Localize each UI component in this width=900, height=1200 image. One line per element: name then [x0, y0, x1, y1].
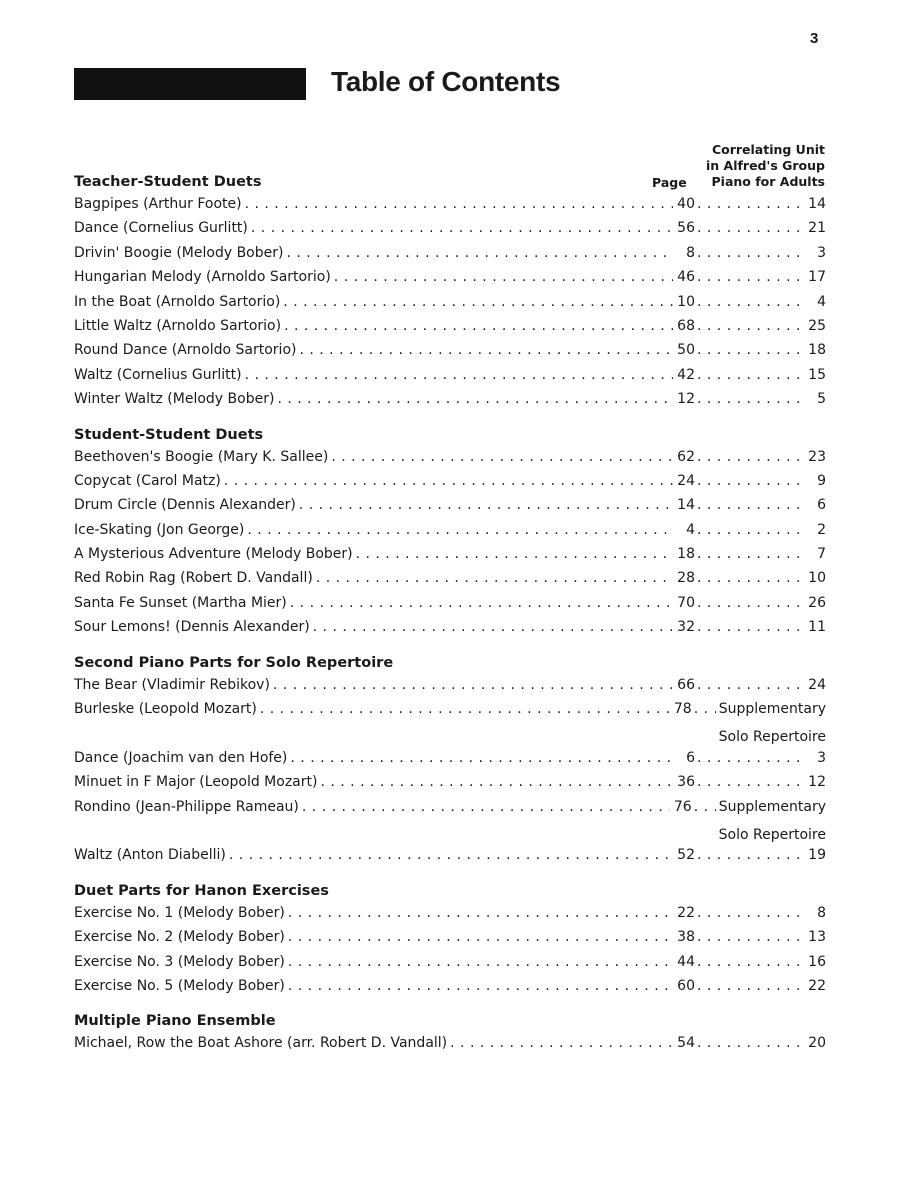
- entry-page-number: 46: [677, 269, 695, 286]
- dot-leader: [695, 318, 801, 334]
- dot-leader: [288, 978, 673, 994]
- section-title: Second Piano Parts for Solo Repertoire: [74, 654, 394, 671]
- section-title: Duet Parts for Hanon Exercises: [74, 882, 329, 899]
- dot-leader: [288, 929, 673, 945]
- entry-page-number: 70: [677, 594, 695, 611]
- entry-unit: 8: [817, 904, 826, 921]
- entry-title: Bagpipes (Arthur Foote): [74, 196, 242, 212]
- dot-leader: [695, 391, 801, 407]
- entry-page-number: 14: [677, 497, 695, 514]
- dot-leader: [695, 595, 801, 611]
- toc-section: [74, 653, 826, 872]
- entry-page-number: 68: [677, 317, 695, 334]
- dot-leader: [695, 905, 801, 921]
- dot-leader: [224, 473, 673, 489]
- dot-leader: [695, 570, 801, 586]
- entry-title: Drivin' Boogie (Melody Bober): [74, 244, 284, 261]
- title-decoration-bar: [74, 68, 306, 100]
- dot-leader: [290, 595, 673, 611]
- entry-title: Waltz (Anton Diabelli): [74, 847, 226, 864]
- entry-page-number: 6: [686, 749, 695, 766]
- entry-title: Hungarian Melody (Arnoldo Sartorio): [74, 269, 331, 286]
- entry-unit: 11: [808, 619, 826, 636]
- entry-title: Little Waltz (Arnoldo Sartorio): [74, 317, 282, 334]
- entry-unit: 26: [808, 594, 826, 611]
- dot-leader: [286, 245, 673, 261]
- entry-unit: Supplementary: [718, 701, 826, 718]
- entry-title: A Mysterious Adventure (Melody Bober): [74, 546, 353, 563]
- dot-leader: [229, 847, 673, 863]
- entry-page-number: 56: [677, 220, 695, 237]
- dot-leader: [695, 367, 801, 383]
- entry-title: Red Robin Rag (Robert D. Vandall): [74, 570, 313, 587]
- entry-page-number: 62: [677, 448, 695, 465]
- toc-entry: [74, 367, 826, 391]
- toc-entry: [74, 701, 826, 725]
- dot-leader: [334, 269, 673, 285]
- dot-leader: [302, 799, 670, 815]
- dot-leader: [356, 546, 673, 562]
- unit-header-line: Piano for Adults: [711, 174, 825, 189]
- dot-leader: [316, 570, 673, 586]
- entry-title: Waltz (Cornelius Gurlitt): [74, 366, 242, 383]
- entry-unit: 7: [817, 546, 826, 563]
- dot-leader: [695, 196, 801, 212]
- dot-leader: [277, 391, 673, 407]
- dot-leader: [695, 774, 801, 790]
- section-title: Student-Student Duets: [74, 426, 264, 443]
- entry-unit: 6: [817, 497, 826, 514]
- page-title: Table of Contents: [331, 66, 561, 97]
- unit-header-line: Correlating Unit: [711, 142, 825, 157]
- dot-leader: [331, 449, 673, 465]
- entry-unit: 2: [817, 521, 826, 538]
- dot-leader: [695, 750, 801, 766]
- entry-title: Santa Fe Sunset (Martha Mier): [74, 594, 287, 611]
- dot-leader: [692, 799, 716, 815]
- entry-page-number: 10: [677, 293, 695, 310]
- toc-entry: [74, 774, 826, 798]
- entry-title: Minuet in F Major (Leopold Mozart): [74, 774, 318, 791]
- dot-leader: [695, 954, 801, 970]
- toc-entry: [74, 905, 826, 929]
- entry-unit: 9: [817, 472, 826, 489]
- entry-unit: 22: [808, 977, 826, 994]
- toc-entry: [74, 196, 826, 220]
- dot-leader: [290, 750, 673, 766]
- dot-leader: [695, 497, 801, 513]
- toc-section: [74, 172, 826, 416]
- toc-entry: [74, 220, 826, 244]
- toc-entry: [74, 799, 826, 823]
- toc-entry: [74, 269, 826, 293]
- toc-entry: [74, 449, 826, 473]
- unit-header-line: in Alfred's Group: [705, 158, 825, 173]
- entry-page-number: 50: [677, 342, 695, 359]
- entry-title: Rondino (Jean-Philippe Rameau): [74, 798, 299, 815]
- entry-title: Winter Waltz (Melody Bober): [74, 391, 275, 408]
- entry-page-number: 4: [686, 521, 695, 538]
- dot-leader: [320, 774, 673, 790]
- dot-leader: [695, 619, 801, 635]
- dot-leader: [299, 497, 673, 513]
- page-number: 3: [810, 30, 819, 47]
- dot-leader: [284, 318, 673, 334]
- entry-unit: 19: [808, 847, 826, 864]
- section-title: Teacher-Student Duets: [74, 174, 262, 190]
- toc-entry: [74, 342, 826, 366]
- toc-entry: [74, 294, 826, 318]
- entry-unit: 12: [808, 774, 826, 791]
- entry-title: Exercise No. 1 (Melody Bober): [74, 904, 285, 921]
- entry-unit: Supplementary: [718, 798, 826, 815]
- dot-leader: [695, 245, 801, 261]
- dot-leader: [695, 1035, 801, 1051]
- dot-leader: [695, 342, 801, 358]
- toc-entry: [74, 1035, 826, 1059]
- dot-leader: [695, 522, 801, 538]
- entry-unit: 13: [808, 929, 826, 946]
- entry-title: Copycat (Carol Matz): [74, 472, 221, 489]
- entry-page-number: 78: [673, 701, 692, 718]
- entry-page-number: 76: [673, 798, 692, 815]
- toc-entry: [74, 497, 826, 521]
- entry-title: Round Dance (Arnoldo Sartorio): [74, 342, 297, 359]
- dot-leader: [288, 905, 673, 921]
- toc-entry: [74, 473, 826, 497]
- entry-page-number: 22: [677, 904, 695, 921]
- toc-section: [74, 425, 826, 644]
- entry-title: In the Boat (Arnoldo Sartorio): [74, 293, 281, 310]
- dot-leader: [450, 1035, 673, 1051]
- entry-title: Exercise No. 5 (Melody Bober): [74, 977, 285, 994]
- toc-entry: [74, 619, 826, 643]
- entry-page-number: 52: [677, 847, 695, 864]
- entry-unit-continuation: Solo Repertoire: [718, 826, 826, 843]
- dot-leader: [245, 196, 673, 212]
- entry-unit: 21: [808, 220, 826, 237]
- entry-page-number: 66: [677, 676, 695, 693]
- toc-entry: [74, 318, 826, 342]
- dot-leader: [695, 269, 801, 285]
- entry-page-number: 36: [677, 774, 695, 791]
- entry-page-number: 38: [677, 929, 695, 946]
- entry-title: Burleske (Leopold Mozart): [74, 701, 257, 718]
- entry-page-number: 60: [677, 977, 695, 994]
- entry-unit: 17: [808, 269, 826, 286]
- toc-section: [74, 1011, 826, 1059]
- entry-unit: 23: [808, 448, 826, 465]
- entry-title: Beethoven's Boogie (Mary K. Sallee): [74, 448, 329, 465]
- dot-leader: [695, 294, 801, 310]
- section-title: Multiple Piano Ensemble: [74, 1013, 276, 1030]
- dot-leader: [695, 978, 801, 994]
- entry-unit: 18: [808, 342, 826, 359]
- entry-unit: 15: [808, 366, 826, 383]
- dot-leader: [695, 546, 801, 562]
- dot-leader: [695, 677, 801, 693]
- entry-unit: 16: [808, 953, 826, 970]
- entry-title: Exercise No. 2 (Melody Bober): [74, 929, 285, 946]
- entry-page-number: 42: [677, 366, 695, 383]
- toc-section: [74, 881, 826, 1003]
- entry-page-number: 12: [677, 391, 695, 408]
- entry-unit: 4: [817, 293, 826, 310]
- toc-entry: [74, 677, 826, 701]
- dot-leader: [692, 701, 716, 717]
- entry-title: The Bear (Vladimir Rebikov): [74, 676, 270, 693]
- toc-entry: [74, 929, 826, 953]
- entry-page-number: 32: [677, 619, 695, 636]
- entry-title: Exercise No. 3 (Melody Bober): [74, 953, 285, 970]
- entry-title: Ice-Skating (Jon George): [74, 521, 245, 538]
- page-column-header: Page: [652, 175, 687, 190]
- dot-leader: [288, 954, 673, 970]
- dot-leader: [273, 677, 673, 693]
- toc-entry: [74, 546, 826, 570]
- entry-unit: 20: [808, 1035, 826, 1052]
- toc-entry: [74, 847, 826, 871]
- dot-leader: [695, 929, 801, 945]
- entry-title: Michael, Row the Boat Ashore (arr. Robert D. Vandall): [74, 1035, 448, 1052]
- dot-leader: [283, 294, 673, 310]
- entry-page-number: 18: [677, 546, 695, 563]
- entry-title: Drum Circle (Dennis Alexander): [74, 497, 296, 514]
- dot-leader: [313, 619, 673, 635]
- entry-title: Dance (Cornelius Gurlitt): [74, 220, 248, 237]
- entry-page-number: 28: [677, 570, 695, 587]
- toc-entry: [74, 978, 826, 1002]
- entry-unit: 25: [808, 317, 826, 334]
- table-of-contents: [74, 172, 826, 1060]
- dot-leader: [695, 220, 801, 236]
- entry-page-number: 44: [677, 953, 695, 970]
- dot-leader: [247, 522, 673, 538]
- toc-entry: [74, 954, 826, 978]
- toc-entry: [74, 570, 826, 594]
- entry-page-number: 40: [677, 196, 695, 212]
- toc-entry: [74, 391, 826, 415]
- entry-unit: 3: [817, 749, 826, 766]
- entry-unit: 3: [817, 244, 826, 261]
- entry-page-number: 8: [686, 244, 695, 261]
- toc-entry: [74, 522, 826, 546]
- entry-unit: 14: [808, 196, 826, 212]
- dot-leader: [299, 342, 673, 358]
- entry-page-number: 24: [677, 472, 695, 489]
- toc-entry: [74, 245, 826, 269]
- dot-leader: [245, 367, 673, 383]
- entry-unit: 5: [817, 391, 826, 408]
- entry-page-number: 54: [677, 1035, 695, 1052]
- dot-leader: [260, 701, 670, 717]
- entry-title: Dance (Joachim van den Hofe): [74, 749, 288, 766]
- dot-leader: [695, 473, 801, 489]
- entry-unit: 24: [808, 676, 826, 693]
- dot-leader: [695, 449, 801, 465]
- entry-title: Sour Lemons! (Dennis Alexander): [74, 619, 310, 636]
- entry-unit: 10: [808, 570, 826, 587]
- toc-entry: [74, 595, 826, 619]
- dot-leader: [251, 220, 673, 236]
- dot-leader: [695, 847, 801, 863]
- entry-unit-continuation: Solo Repertoire: [718, 729, 826, 746]
- toc-entry: [74, 750, 826, 774]
